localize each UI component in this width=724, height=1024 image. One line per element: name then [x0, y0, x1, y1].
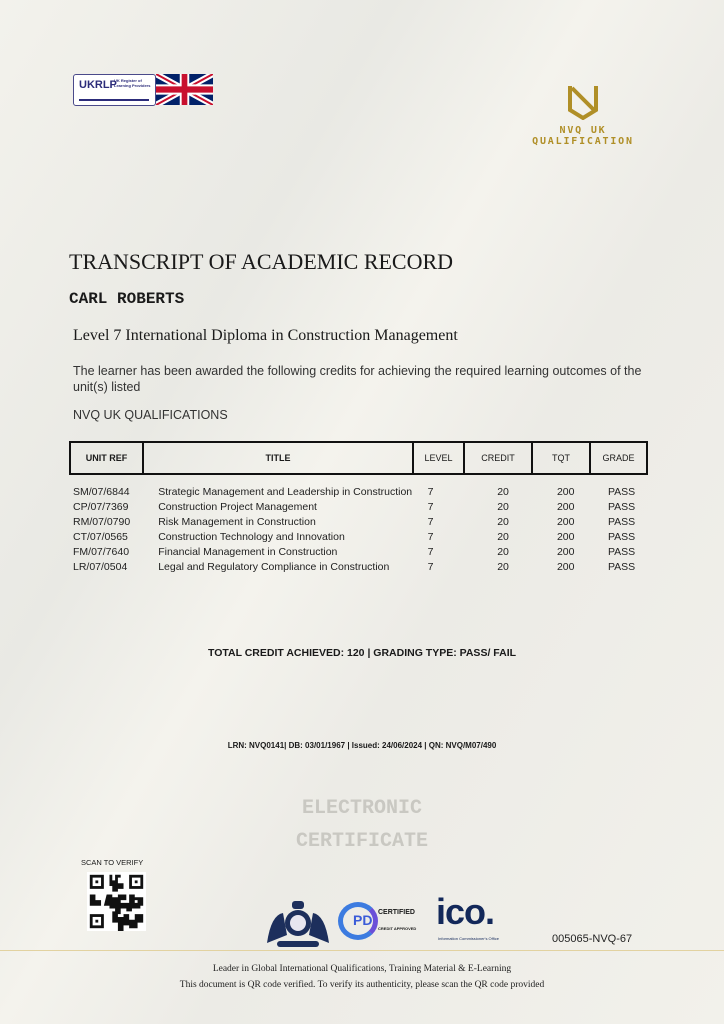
col-grade: GRADE: [602, 453, 635, 463]
ukrlp-subtext: UK Register of Learning Providers: [114, 78, 151, 88]
col-title: TITLE: [144, 443, 414, 473]
unit-credit: 20: [497, 500, 509, 513]
unit-tqt: 200: [556, 515, 575, 528]
unit-tqt: 200: [556, 530, 575, 543]
col-tqt: TQT: [533, 443, 591, 473]
unit-grade: PASS: [607, 545, 636, 558]
learner-name: CARL ROBERTS: [69, 290, 185, 308]
unit-tqt: 200: [556, 485, 575, 498]
unit-ref: FM/07/7640: [73, 545, 130, 558]
table-body: [73, 484, 648, 575]
unit-credit: 20: [497, 485, 509, 498]
unit-title: Construction Project Management: [158, 500, 317, 513]
unit-grade: PASS: [607, 561, 636, 574]
unit-credit: 20: [497, 545, 509, 558]
unit-level: 7: [427, 545, 434, 558]
unit-title: Legal and Regulatory Compliance in Construction: [158, 561, 390, 574]
unit-grade: PASS: [607, 500, 636, 513]
table-header: [69, 441, 648, 475]
nvq-logo-icon: [568, 84, 598, 120]
qr-code-icon[interactable]: [87, 872, 146, 931]
awarding-body: NVQ UK QUALIFICATIONS: [73, 408, 228, 422]
unit-level: 7: [427, 485, 434, 498]
unit-ref: SM/07/6844: [73, 485, 130, 498]
watermark-line-2: CERTIFICATE: [295, 830, 429, 853]
ico-logo: ico.: [436, 891, 495, 932]
qualification-title: Level 7 International Diploma in Construction Management: [73, 327, 458, 344]
table-row: [73, 484, 648, 499]
unit-grade: PASS: [607, 530, 636, 543]
certificate-number: 005065-NVQ-67: [552, 933, 633, 945]
footer-divider: [0, 950, 724, 951]
unit-tqt: 200: [556, 561, 575, 574]
unit-grade: PASS: [607, 515, 636, 528]
table-row: [73, 529, 648, 544]
unit-credit: 20: [497, 561, 509, 574]
table-row: [73, 559, 648, 574]
unit-grade: PASS: [607, 485, 636, 498]
ico-subtitle: Information Commissioner's Office: [438, 936, 499, 941]
royal-coat-of-arms-icon: [263, 895, 333, 951]
page-title: TRANSCRIPT OF ACADEMIC RECORD: [69, 249, 454, 274]
unit-credit: 20: [497, 515, 509, 528]
unit-level: 7: [427, 515, 434, 528]
table-row: [73, 544, 648, 559]
unit-title: Construction Technology and Innovation: [158, 530, 345, 543]
union-flag-icon: [156, 74, 213, 105]
watermark-line-1: ELECTRONIC: [301, 797, 423, 820]
unit-tqt: 200: [556, 545, 575, 558]
footer-tagline: Leader in Global International Qualifications, Training Material & E-Learning: [212, 964, 512, 974]
unit-title: Risk Management in Construction: [158, 515, 316, 528]
cpd-credit-approved: CREDIT APPROVED: [378, 926, 417, 931]
unit-level: 7: [427, 561, 434, 574]
col-level: LEVEL: [414, 443, 465, 473]
statement: The learner has been awarded the following credits for achieving the required learning outcomes of the unit(s) listed: [73, 364, 642, 394]
brand-name: NVQ UK QUALIFICATION: [532, 125, 634, 147]
col-unit-ref: UNIT REF: [71, 443, 144, 473]
col-credit: CREDIT: [465, 443, 533, 473]
unit-title: Financial Management in Construction: [158, 545, 338, 558]
unit-credit: 20: [497, 530, 509, 543]
unit-title: Strategic Management and Leadership in Construction: [158, 485, 413, 498]
scan-label: SCAN TO VERIFY: [81, 858, 144, 867]
table-row: [73, 499, 648, 514]
footer-verify-note: This document is QR code verified. To verify its authenticity, please scan the QR code provided: [179, 980, 545, 990]
cpd-letters: PD: [353, 912, 373, 928]
ukrlp-text: UKRLP: [79, 79, 117, 91]
record-meta: LRN: NVQ0141| DB: 03/01/1967 | Issued: 24/06/2024 | QN: NVQ/M07/490: [227, 741, 497, 750]
unit-ref: LR/07/0504: [73, 561, 128, 574]
unit-ref: CP/07/7369: [73, 500, 129, 513]
total-credit: TOTAL CREDIT ACHIEVED: 120 | GRADING TYPE: PASS/ FAIL: [207, 647, 517, 659]
ukrlp-logo: [73, 74, 156, 106]
unit-level: 7: [427, 500, 434, 513]
cpd-certified: CERTIFIED: [378, 909, 415, 916]
unit-level: 7: [427, 530, 434, 543]
unit-ref: CT/07/0565: [73, 530, 128, 543]
table-row: [73, 514, 648, 529]
unit-tqt: 200: [556, 500, 575, 513]
unit-ref: RM/07/0790: [73, 515, 131, 528]
